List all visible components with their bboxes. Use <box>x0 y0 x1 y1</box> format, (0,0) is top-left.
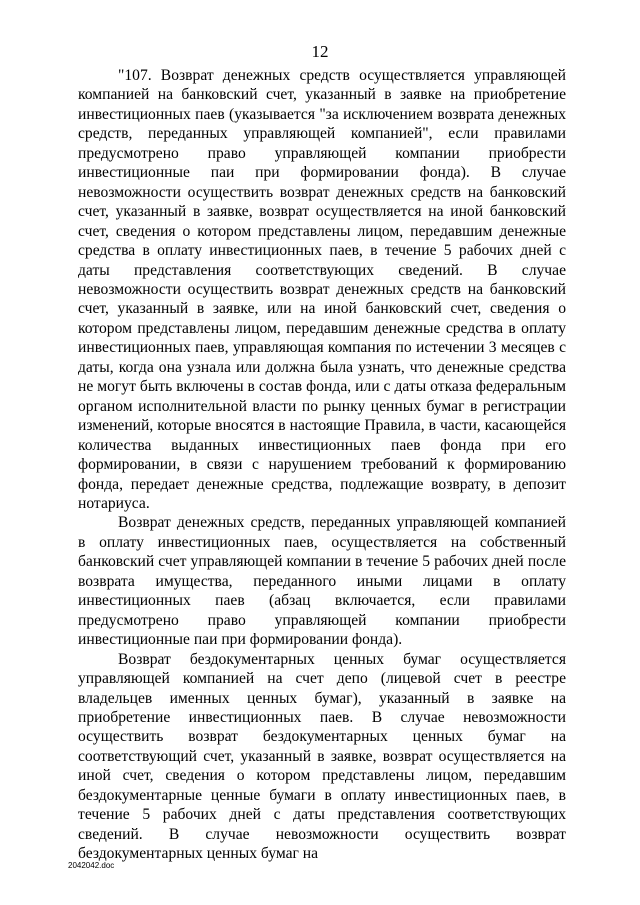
document-body <box>78 66 566 864</box>
paragraph-return-securities: Возврат бездокументарных ценных бумаг осуществляется управляющей компанией на счет депо (лицевой счет в реестре владельцев именных ценных бумаг), указанный в заявке на приобретение инвестиционных паев. В случае невозможности осуществить возврат бездокументарных ценных бумаг на соответствующий счет, указанный в заявке, возврат осуществляется на иной счет, сведения о котором представлены лицом, передавшим бездокументарные ценные бумаги в оплату инвестиционных паев, в течение 5 рабочих дней с даты представления соответствующих сведений. В случае невозможности осуществить возврат бездокументарных ценных бумаг на <box>78 650 566 863</box>
footer-doc-code: 2042042.doc <box>68 861 115 870</box>
paragraph-return-own-funds: Возврат денежных средств, переданных управляющей компанией в оплату инвестиционных паев, осуществляется на собственный банковский счет управляющей компании в течение 5 рабочих дней после возврата имущества, переданного иными лицами в оплату инвестиционных паев (абзац включается, если правилами предусмотрено право управляющей компании приобрести инвестиционные паи при формировании фонда). <box>78 514 566 649</box>
paragraph-107: "107. Возврат денежных средств осуществляется управляющей компанией на банковский счет, указанный в заявке на приобретение инвестиционных паев (указывается "за исключением возврата денежных средств, переданных управляющей компанией", если правилами предусмотрено право управляющей компании приобрести инвестиционные паи при формировании фонда). В случае невозможности осуществить возврат денежных средств на банковский счет, указанный в заявке, возврат осуществляется на иной банковский счет, сведения о котором представлены лицом, передавшим денежные средства в оплату инвестиционных паев, в течение 5 рабочих дней с даты представления соответствующих сведений. В случае невозможности осуществить возврат денежных средств на банковский счет, указанный в заявке, или на иной банковский счет, сведения о котором представлены лицом, передавшим денежные средства в оплату инвестиционных паев, управляющая компания по истечении 3 месяцев с даты, когда она узнала или должна была узнать, что денежные средства не могут быть включены в состав фонда, или с даты отказа федеральным органом исполнительной власти по рынку ценных бумаг в регистрации изменений, которые вносятся в настоящие Правила, в части, касающейся количества выданных инвестиционных паев фонда при его формировании, в связи с нарушением требований к формированию фонда, передает денежные средства, подлежащие возврату, в депозит нотариуса. <box>78 67 566 512</box>
page-number: 12 <box>311 42 329 61</box>
